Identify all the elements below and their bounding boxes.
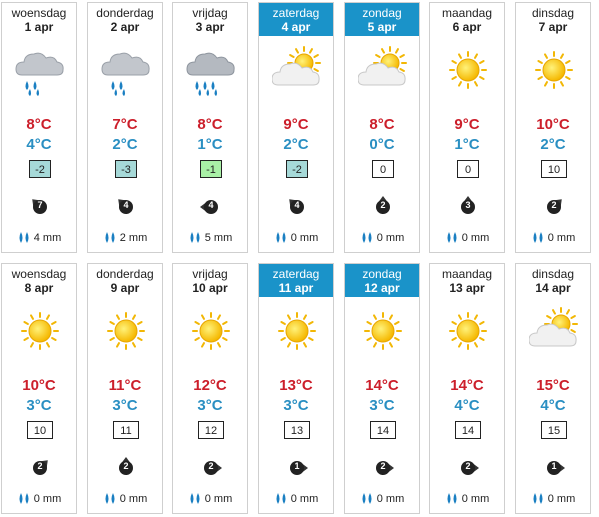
sun-icon — [443, 45, 493, 95]
day-header — [430, 3, 504, 36]
precipitation-amount: 0 mm — [376, 492, 405, 505]
min-temperature: 0°C — [369, 136, 395, 153]
day-header — [259, 264, 333, 297]
forecast-day-card — [515, 263, 591, 514]
day-date: 3 apr — [195, 20, 225, 34]
precipitation — [430, 231, 504, 245]
wind-direction-icon — [541, 196, 567, 218]
forecast-day-card — [258, 2, 334, 253]
sun-icon — [272, 306, 322, 356]
day-header — [516, 264, 590, 297]
day-date: 5 apr — [367, 20, 397, 34]
wind-direction-icon — [541, 457, 567, 479]
raindrops-icon — [17, 232, 34, 244]
wind-force: 4 — [208, 200, 214, 210]
day-date: 11 apr — [278, 281, 314, 295]
min-temperature: 3°C — [369, 397, 395, 414]
max-temperature: 8°C — [197, 116, 223, 133]
sun-icon — [443, 306, 493, 356]
forecast-day-card — [1, 2, 77, 253]
rain-cloud-icon — [101, 45, 151, 95]
raindrops-icon — [274, 232, 291, 244]
precipitation-amount: 0 mm — [547, 492, 576, 505]
wind-direction-icon — [198, 457, 224, 479]
wind-force: 1 — [551, 461, 557, 471]
raindrops-icon — [17, 493, 34, 505]
wind-force: 2 — [37, 461, 43, 471]
forecast-day-card — [429, 2, 505, 253]
wind-force: 1 — [294, 461, 300, 471]
rain-cloud-icon — [15, 45, 65, 95]
wind-force: 2 — [551, 200, 557, 210]
day-name: donderdag — [96, 267, 154, 281]
min-temperature: 2°C — [540, 136, 566, 153]
feels-like-badge: -3 — [115, 160, 137, 178]
partly-cloudy-icon — [272, 45, 322, 95]
forecast-day-card — [344, 2, 420, 253]
day-header — [88, 3, 162, 36]
day-header — [2, 264, 76, 297]
forecast-day-card — [515, 2, 591, 253]
forecast-day-card — [429, 263, 505, 514]
day-name: maandag — [441, 6, 493, 20]
precipitation — [259, 492, 333, 506]
day-header — [345, 3, 419, 36]
day-header — [430, 264, 504, 297]
wind-force: 2 — [465, 461, 471, 471]
day-name: dinsdag — [531, 267, 575, 281]
day-header — [259, 3, 333, 36]
feels-like-badge: -1 — [200, 160, 222, 178]
precipitation — [345, 231, 419, 245]
raindrops-icon — [531, 493, 548, 505]
day-name: vrijdag — [192, 267, 228, 281]
day-header — [345, 264, 419, 297]
wind-force: 2 — [123, 461, 129, 471]
heavy-rain-cloud-icon — [186, 45, 236, 95]
max-temperature: 10°C — [22, 377, 56, 394]
day-header — [173, 264, 247, 297]
wind-direction-icon — [455, 196, 481, 218]
feels-like-badge: 12 — [198, 421, 224, 439]
day-name: maandag — [441, 267, 493, 281]
day-name: woensdag — [11, 6, 67, 20]
sun-icon — [15, 306, 65, 356]
feels-like-badge: 13 — [284, 421, 310, 439]
wind-force: 2 — [380, 200, 386, 210]
raindrops-icon — [445, 232, 462, 244]
day-name: dinsdag — [531, 6, 575, 20]
forecast-day-card — [258, 263, 334, 514]
min-temperature: 3°C — [197, 397, 223, 414]
wind-direction-icon — [27, 457, 53, 479]
sun-icon — [186, 306, 236, 356]
forecast-week-1 — [0, 2, 599, 255]
day-name: zaterdag — [272, 6, 320, 20]
day-name: donderdag — [96, 6, 154, 20]
feels-like-badge: 14 — [455, 421, 481, 439]
wind-direction-icon — [284, 457, 310, 479]
day-date: 6 apr — [452, 20, 482, 34]
raindrops-icon — [445, 493, 462, 505]
feels-like-badge: -2 — [286, 160, 308, 178]
day-date: 7 apr — [538, 20, 568, 34]
feels-like-badge: 10 — [541, 160, 567, 178]
day-date: 9 apr — [110, 281, 140, 295]
wind-force: 4 — [294, 200, 300, 210]
feels-like-badge: -2 — [29, 160, 51, 178]
max-temperature: 8°C — [26, 116, 52, 133]
precipitation — [516, 492, 590, 506]
raindrops-icon — [188, 232, 205, 244]
day-date: 14 apr — [535, 281, 571, 295]
sun-icon — [358, 306, 408, 356]
precipitation-amount: 0 mm — [461, 231, 490, 244]
min-temperature: 1°C — [454, 136, 480, 153]
precipitation — [345, 492, 419, 506]
precipitation-amount: 2 mm — [119, 231, 148, 244]
wind-direction-icon — [113, 457, 139, 479]
day-date: 13 apr — [449, 281, 485, 295]
max-temperature: 15°C — [536, 377, 570, 394]
raindrops-icon — [360, 232, 377, 244]
day-date: 1 apr — [24, 20, 54, 34]
min-temperature: 3°C — [112, 397, 138, 414]
wind-direction-icon — [370, 457, 396, 479]
max-temperature: 7°C — [112, 116, 138, 133]
wind-force: 2 — [208, 461, 214, 471]
day-date: 12 apr — [364, 281, 400, 295]
day-name: zondag — [362, 6, 402, 20]
forecast-day-card — [87, 2, 163, 253]
precipitation-amount: 0 mm — [376, 231, 405, 244]
precipitation-amount: 5 mm — [204, 231, 233, 244]
min-temperature: 4°C — [26, 136, 52, 153]
max-temperature: 9°C — [283, 116, 309, 133]
feels-like-badge: 15 — [541, 421, 567, 439]
precipitation-amount: 0 mm — [547, 231, 576, 244]
min-temperature: 2°C — [112, 136, 138, 153]
wind-direction-icon — [113, 196, 139, 218]
precipitation — [173, 231, 247, 245]
precipitation — [88, 492, 162, 506]
day-date: 2 apr — [110, 20, 140, 34]
max-temperature: 11°C — [108, 377, 142, 394]
day-date: 8 apr — [24, 281, 54, 295]
precipitation — [516, 231, 590, 245]
precipitation-amount: 0 mm — [119, 492, 148, 505]
day-header — [173, 3, 247, 36]
day-date: 10 apr — [192, 281, 228, 295]
wind-direction-icon — [27, 196, 53, 218]
raindrops-icon — [360, 493, 377, 505]
precipitation-amount: 0 mm — [204, 492, 233, 505]
forecast-week-2 — [0, 263, 599, 516]
feels-like-badge: 0 — [457, 160, 479, 178]
day-name: zondag — [362, 267, 402, 281]
precipitation — [2, 492, 76, 506]
day-name: zaterdag — [272, 267, 320, 281]
wind-force: 2 — [380, 461, 386, 471]
precipitation-amount: 4 mm — [33, 231, 62, 244]
wind-force: 4 — [123, 200, 129, 210]
max-temperature: 14°C — [450, 377, 484, 394]
max-temperature: 8°C — [369, 116, 395, 133]
day-header — [516, 3, 590, 36]
wind-force: 7 — [37, 200, 43, 210]
precipitation — [430, 492, 504, 506]
sun-icon — [529, 45, 579, 95]
min-temperature: 2°C — [283, 136, 309, 153]
forecast-day-card — [87, 263, 163, 514]
precipitation — [259, 231, 333, 245]
min-temperature: 4°C — [454, 397, 480, 414]
precipitation-amount: 0 mm — [461, 492, 490, 505]
forecast-day-card — [172, 2, 248, 253]
partly-cloudy-icon — [358, 45, 408, 95]
raindrops-icon — [188, 493, 205, 505]
wind-direction-icon — [455, 457, 481, 479]
wind-direction-icon — [198, 196, 224, 218]
min-temperature: 3°C — [283, 397, 309, 414]
wind-direction-icon — [284, 196, 310, 218]
precipitation — [88, 231, 162, 245]
day-header — [2, 3, 76, 36]
precipitation-amount: 0 mm — [290, 231, 319, 244]
raindrops-icon — [531, 232, 548, 244]
max-temperature: 14°C — [365, 377, 399, 394]
min-temperature: 4°C — [540, 397, 566, 414]
max-temperature: 13°C — [279, 377, 313, 394]
day-date: 4 apr — [281, 20, 311, 34]
day-name: vrijdag — [192, 6, 228, 20]
raindrops-icon — [274, 493, 291, 505]
precipitation-amount: 0 mm — [290, 492, 319, 505]
precipitation-amount: 0 mm — [33, 492, 62, 505]
max-temperature: 10°C — [536, 116, 570, 133]
max-temperature: 12°C — [193, 377, 227, 394]
raindrops-icon — [103, 232, 120, 244]
forecast-day-card — [344, 263, 420, 514]
raindrops-icon — [103, 493, 120, 505]
wind-force: 3 — [465, 200, 471, 210]
forecast-day-card — [1, 263, 77, 514]
day-name: woensdag — [11, 267, 67, 281]
feels-like-badge: 10 — [27, 421, 53, 439]
precipitation — [173, 492, 247, 506]
feels-like-badge: 11 — [113, 421, 139, 439]
day-header — [88, 264, 162, 297]
feels-like-badge: 0 — [372, 160, 394, 178]
min-temperature: 1°C — [197, 136, 223, 153]
feels-like-badge: 14 — [370, 421, 396, 439]
forecast-day-card — [172, 263, 248, 514]
max-temperature: 9°C — [454, 116, 480, 133]
min-temperature: 3°C — [26, 397, 52, 414]
wind-direction-icon — [370, 196, 396, 218]
precipitation — [2, 231, 76, 245]
sun-icon — [101, 306, 151, 356]
partly-cloudy-icon — [529, 306, 579, 356]
